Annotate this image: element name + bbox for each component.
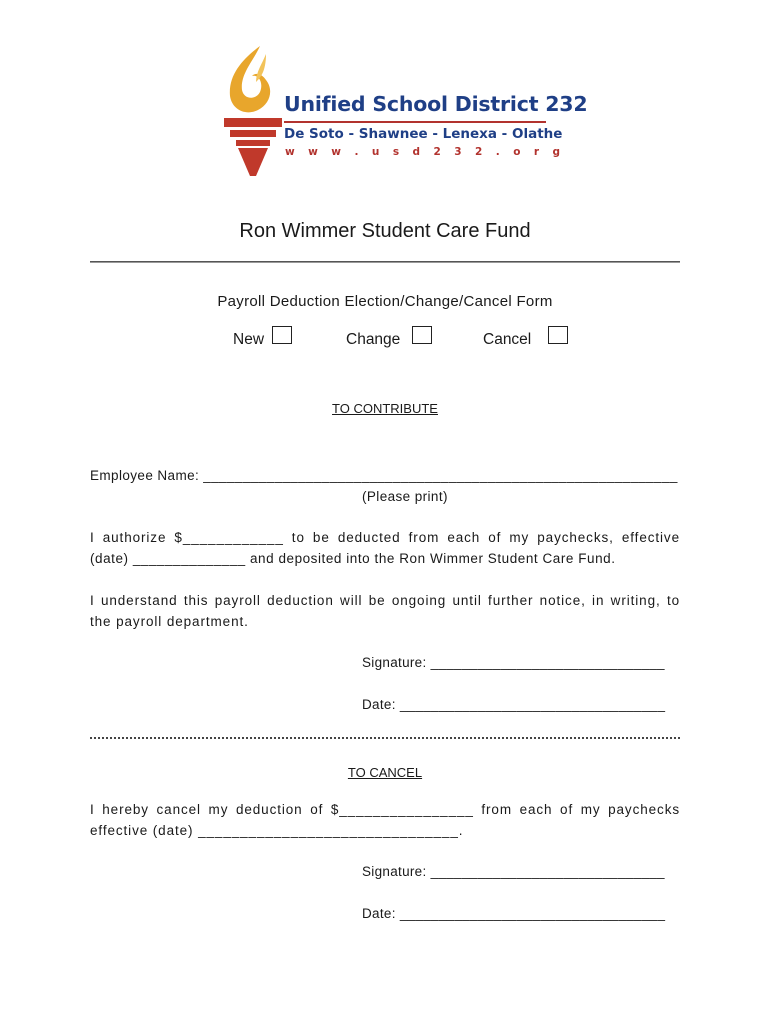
cancel-amount-line[interactable]: I hereby cancel my deduction of $________________ from each of my paychecks (90, 802, 680, 817)
section-divider (90, 737, 680, 739)
ongoing-notice-line-2: the payroll department. (90, 614, 249, 629)
please-print-note: (Please print) (362, 489, 448, 504)
authorize-amount-line[interactable]: I authorize $____________ to be deducted from each of my paychecks, effective (90, 530, 680, 545)
new-checkbox[interactable] (272, 326, 292, 344)
option-cancel-label: Cancel (483, 331, 532, 348)
contribute-date-field[interactable]: Date: __________________________________ (362, 697, 666, 712)
cancel-checkbox[interactable] (548, 326, 568, 344)
cancel-heading: TO CANCEL (347, 765, 423, 780)
cancel-date-field[interactable]: Date: __________________________________ (362, 906, 666, 921)
employee-name-field[interactable]: Employee Name: ____________________________________________________________ (90, 468, 678, 483)
authorize-date-line[interactable]: (date) ______________ and deposited into the Ron Wimmer Student Care Fund. (90, 551, 616, 566)
title-divider (90, 261, 680, 263)
contribute-signature-field[interactable]: Signature: ______________________________ (362, 655, 665, 670)
cancel-signature-field[interactable]: Signature: ______________________________ (362, 864, 665, 879)
contribute-heading: TO CONTRIBUTE (332, 401, 438, 416)
option-new-label: New (233, 331, 265, 348)
district-website: w w w . u s d 2 3 2 . o r g (285, 146, 565, 158)
district-name: Unified School District 232 (284, 92, 588, 116)
ongoing-notice-line: I understand this payroll deduction will be ongoing until further notice, in writing, to (90, 593, 680, 608)
cancel-date-line[interactable]: effective (date) _______________________________. (90, 823, 464, 838)
form-subtitle: Payroll Deduction Election/Change/Cancel Form (217, 293, 553, 310)
option-change-label: Change (346, 331, 401, 348)
form-title: Ron Wimmer Student Care Fund (239, 220, 531, 242)
change-checkbox[interactable] (412, 326, 432, 344)
torch-logo-icon (222, 44, 284, 176)
logo-divider (284, 121, 546, 123)
district-cities: De Soto - Shawnee - Lenexa - Olathe (284, 126, 563, 142)
